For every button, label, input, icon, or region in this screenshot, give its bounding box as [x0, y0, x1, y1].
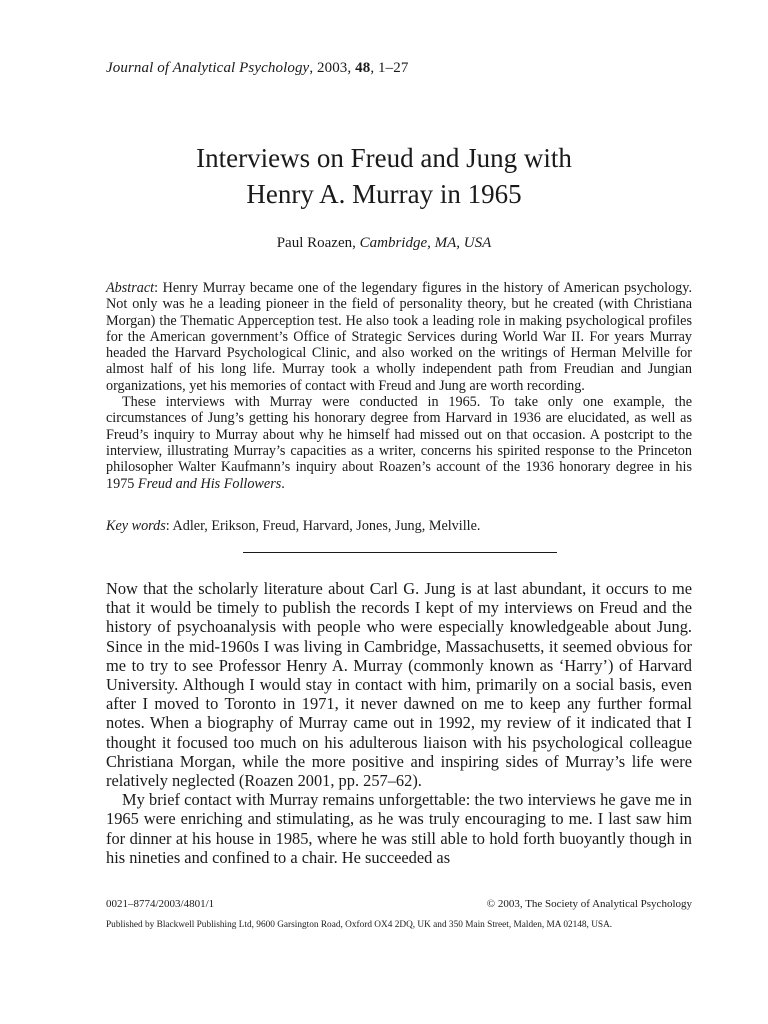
author-affiliation: Cambridge, MA, USA: [359, 235, 492, 251]
article-body: [106, 579, 692, 867]
body-paragraph-2: My brief contact with Murray remains unforgettable: the two interviews he gave me in 1965 were enriching and stimulating, as he was truly encouraging to me. I last saw him for dinner at his house in 1985, where he was still able to hold forth buoyantly though in his nineties and confined to a chair. He succeeded as: [106, 790, 692, 867]
abstract-label: Abstract: [106, 280, 155, 296]
running-head: [106, 60, 408, 77]
journal-pages: , 1–27: [370, 60, 409, 76]
title-line-1: Interviews on Freud and Jung with: [196, 143, 572, 173]
abstract-paragraph-2: [106, 394, 692, 492]
keywords: [106, 518, 692, 535]
abstract-text-2: These interviews with Murray were conducted in 1965. To take only one example, the circumstances of Jung’s getting his honorary degree from Harvard in 1936 are elucidated, as well as Freud’s inquiry to Murray about why he himself had missed out on that occasion. A postcript to the interview, illustrating Murray’s capacities as a writer, concerns his spirited response to the Princeton philosopher Walter Kaufmann’s inquiry about Roazen’s account of the 1936 honorary degree in his 1975: [106, 394, 692, 492]
journal-volume: 48: [355, 60, 371, 76]
keywords-label: Key words: [106, 518, 166, 534]
body-paragraph-1: Now that the scholarly literature about Carl G. Jung is at last abundant, it occurs to me that it would be timely to publish the records I kept of my interviews on Freud and the history of psychoanalysis with people who were especially knowledgeable about Jung. Since in the mid-1960s I was living in Cambridge, Massachusetts, it seemed obvious for me to try to see Professor Henry A. Murray (commonly known as ‘Harry’) of Harvard University. Although I would stay in contact with him, primarily on a social basis, even after I moved to Toronto in 1971, it never dawned on me to keep any further formal notes. When a biography of Murray came out in 1992, my review of it indicated that I thought it focused too much on his adulterous liaison with his psychological colleague Christiana Morgan, while the more positive and inspiring sides of Murray’s life were relatively neglected (Roazen 2001, pp. 257–62).: [106, 579, 692, 791]
journal-year: , 2003,: [309, 60, 356, 76]
abstract: [106, 280, 692, 492]
title-line-2: Henry A. Murray in 1965: [246, 179, 522, 209]
section-divider: [243, 552, 557, 553]
abstract-text-2-end: .: [281, 475, 285, 492]
publisher-line: Published by Blackwell Publishing Ltd, 9600 Garsington Road, Oxford OX4 2DQ, UK and 350 Main Street, Malden, MA 02148, USA.: [106, 920, 613, 930]
abstract-book-title: Freud and His Followers: [137, 475, 282, 492]
abstract-paragraph-1: [106, 280, 692, 394]
issn-code: 0021–8774/2003/4801/1: [106, 898, 215, 910]
author-name: Paul Roazen,: [276, 235, 360, 251]
abstract-text-1: : Henry Murray became one of the legendary figures in the history of American psychology. Not only was he a leading pioneer in the field of personality theory, but he created (with Christiana Morgan) the Thematic Apperception test. He also took a leading role in making psychological profiles for the American government’s Office of Strategic Services during World War II. For years Murray headed the Harvard Psychological Clinic, and also worked on the writings of Herman Melville for almost half of his long life. Murray took a wholly independent path from Freudian and Jungian organizations, yet his memories of contact with Freud and Jung are worth recording.: [106, 280, 692, 394]
journal-name: Journal of Analytical Psychology: [106, 60, 310, 76]
copyright-notice: © 2003, The Society of Analytical Psychology: [486, 898, 692, 910]
author-line: [0, 235, 768, 252]
article-title: [0, 140, 768, 212]
keywords-text: : Adler, Erikson, Freud, Harvard, Jones, Jung, Melville.: [165, 518, 481, 534]
